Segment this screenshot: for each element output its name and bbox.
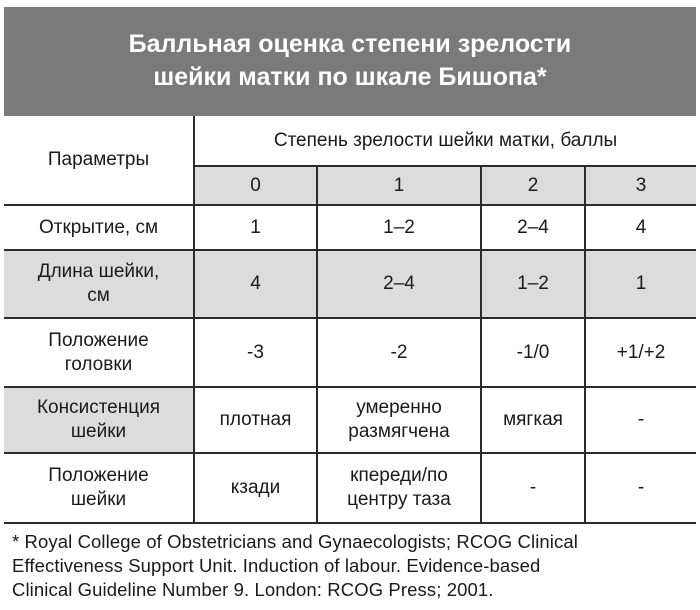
score-header-1: 1 xyxy=(317,166,481,205)
score-header-3: 3 xyxy=(585,166,696,205)
row-label: Положение шейки xyxy=(4,453,194,523)
table-title xyxy=(4,7,696,116)
footnote-line-3: Clinical Guideline Number 9. London: RCOG Press; 2001. xyxy=(12,579,494,600)
table-cell: - xyxy=(481,453,585,523)
table-cell: +1/+2 xyxy=(585,318,696,387)
row-label: Открытие, см xyxy=(4,205,194,250)
table-cell: 4 xyxy=(194,250,317,318)
table-cell: 1–2 xyxy=(317,205,481,250)
table-row xyxy=(4,250,696,318)
table-row xyxy=(4,205,696,250)
table-row xyxy=(4,318,696,387)
table-cell: - xyxy=(585,387,696,453)
score-header-2: 2 xyxy=(481,166,585,205)
table-cell: 1–2 xyxy=(481,250,585,318)
table-cell: 1 xyxy=(194,205,317,250)
table-cell: мягкая xyxy=(481,387,585,453)
footnote-line-2: Effectiveness Support Unit. Induction of labour. Evidence-based xyxy=(12,555,541,576)
header-score-degree: Степень зрелости шейки матки, баллы xyxy=(194,116,696,166)
footnote-line-1: * Royal College of Obstetricians and Gynaecologists; RCOG Clinical xyxy=(12,531,578,552)
table-row xyxy=(4,387,696,453)
table-cell: 1 xyxy=(585,250,696,318)
footnote xyxy=(12,530,692,602)
bishop-score-table xyxy=(4,116,696,524)
table-cell: кзади xyxy=(194,453,317,523)
row-label: Консистенция шейки xyxy=(4,387,194,453)
table-cell: кпереди/по центру таза xyxy=(317,453,481,523)
table-cell: 4 xyxy=(585,205,696,250)
table-cell: -1/0 xyxy=(481,318,585,387)
table-cell: -2 xyxy=(317,318,481,387)
title-line-1: Балльная оценка степени зрелости xyxy=(128,30,572,58)
bishop-score-figure xyxy=(4,7,696,607)
table-cell: - xyxy=(585,453,696,523)
table-cell: -3 xyxy=(194,318,317,387)
title-line-2: шейки матки по шкале Бишопа* xyxy=(153,63,547,91)
table-cell: 2–4 xyxy=(481,205,585,250)
table-cell: плотная xyxy=(194,387,317,453)
score-header-0: 0 xyxy=(194,166,317,205)
row-label: Положение головки xyxy=(4,318,194,387)
header-parameters: Параметры xyxy=(4,116,194,205)
row-label: Длина шейки, см xyxy=(4,250,194,318)
table-cell: умеренно размягчена xyxy=(317,387,481,453)
table-cell: 2–4 xyxy=(317,250,481,318)
table-row xyxy=(4,453,696,523)
